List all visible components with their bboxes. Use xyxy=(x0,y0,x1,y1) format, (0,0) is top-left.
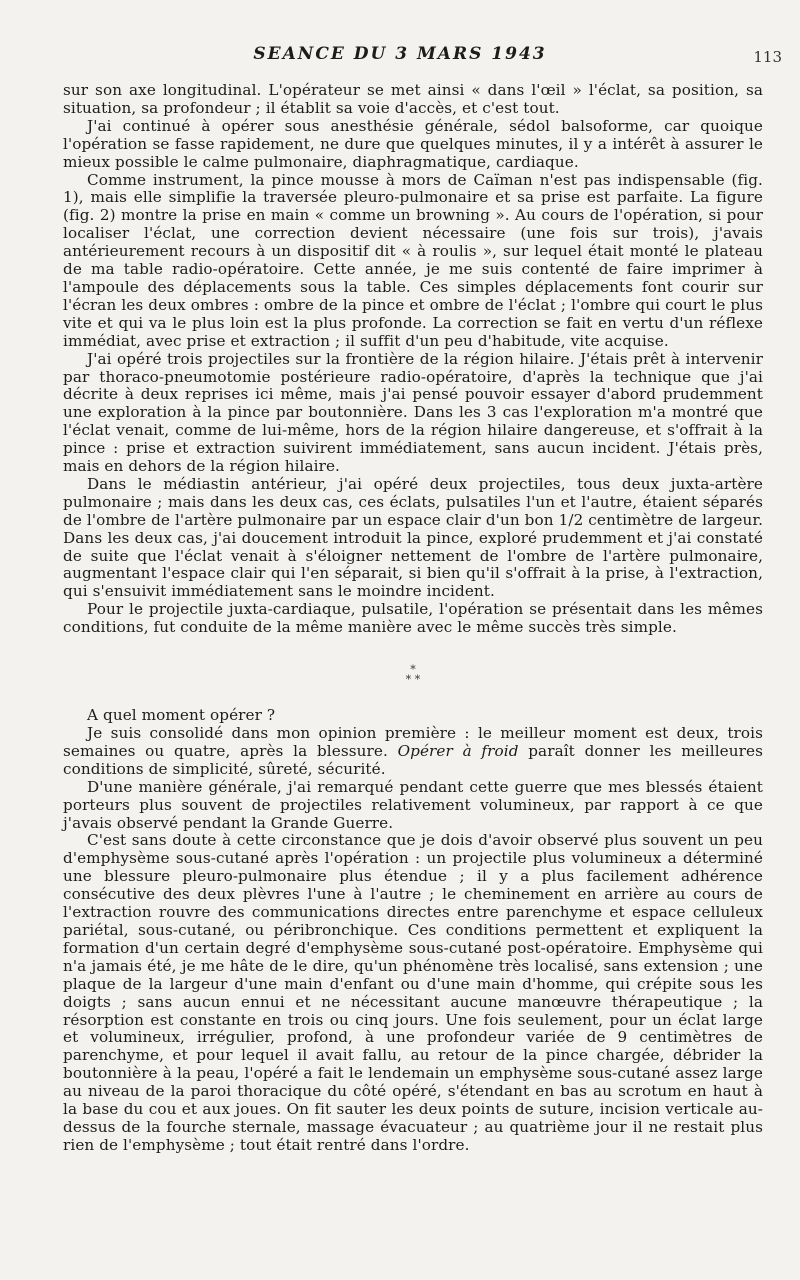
paragraph: J'ai opéré trois projectiles sur la frontière de la région hilaire. J'étais prêt à intervenir par thoraco-pneumotomie postérieure radio-opératoire, d'après la technique que j'ai décrite à deux reprises ici même, mais j'ai pensé pouvoir essayer d'abord prudemment une exploration à la pince par boutonnière. Dans les 3 cas l'exploration m'a montré que l'éclat venait, comme de lui-même, hors de la région hilaire dangereuse, et s'offrait à la pince : prise et extraction suivirent immédiatement, sans aucun incident. J'étais près, mais en dehors de la région hilaire. xyxy=(63,349,763,476)
header-title: SEANCE DU 3 MARS 1943 xyxy=(253,44,547,64)
paragraph: Pour le projectile juxta-cardiaque, pulsatile, l'opération se présentait dans les mêmes conditions, fut conduite de la même manière avec le même succès très simple. xyxy=(63,600,763,637)
paragraph-text: paraît donner les meilleures conditions de simplicité, sûreté, sécurité. xyxy=(63,741,763,778)
paragraph: sur son axe longitudinal. L'opérateur se met ainsi « dans l'œil » l'éclat, sa position, sa situation, sa profondeur ; il établit sa voie d'accès, et c'est tout. xyxy=(63,81,763,117)
asterism-top: * xyxy=(410,663,416,677)
body-text xyxy=(63,82,763,1155)
section-question: A quel moment opérer ? xyxy=(87,706,276,725)
paragraph: C'est sans doute à cette circonstance que je dois d'avoir observé plus souvent un peu d'emphysème sous-cutané après l'opération : un projectile plus volumineux a déterminé une blessure pleuro-pulmonaire plus étendue ; il y a plus facilement adhérence consécutive des deux plèvres l'une à l'autre ; le cheminement en arrière au cours de l'extraction rouvre des communications directes entre parenchyme et espace celluleux pariétal, sous-cutané, ou péribronchique. Ces conditions permettent et expliquent la formation d'un certain degré d'emphysème sous-cutané post-opératoire. Emphysème qui n'a jamais été, je me hâte de le dire, qu'un phénomène très localisé, sans extension ; une plaque de la largeur d'une main d'enfant ou d'une main d'homme, qui crépite sous les doigts ; sans aucun ennui et ne nécessitant aucune manœuvre thérapeutique ; la résorption est constante en trois ou cinq jours. Une fois seulement, pour un éclat large et volumineux, irrégulier, profond, à une profondeur variée de 9 centimètres de parenchyme, et pour lequel il avait fallu, au retour de la pince chargée, débrider la boutonnière à la peau, l'opéré a fait le lendemain un emphysème sous-cutané assez large au niveau de la paroi thoracique du côté opéré, s'étendant en bas au scrotum en haut à la base du cou et aux joues. On fit sauter les deux points de suture, incision verticale au-dessus de la fourche sternale, massage évacuateur ; au quatrième jour il ne restait plus rien de l'emphysème ; tout était rentré dans l'ordre. xyxy=(63,831,763,1154)
running-header xyxy=(0,44,800,70)
page-number: 113 xyxy=(753,48,782,66)
section-separator xyxy=(63,665,763,685)
paragraph xyxy=(63,725,763,779)
paragraph: Dans le médiastin antérieur, j'ai opéré deux projectiles, tous deux juxta-artère pulmonaire ; mais dans les deux cas, ces éclats, pulsatiles l'un et l'autre, étaient séparés de l'ombre de l'artère pulmonaire par un espace clair d'un bon 1/2 centimètre de largeur. Dans les deux cas, j'ai doucement introduit la pince, exploré prudemment et j'ai constaté de suite que l'éclat venait à s'éloigner nettement de l'ombre de l'artère pulmonaire, augmentant l'espace clair qui l'en séparait, si bien qu'il s'offrait à la prise, à l'extraction, qui s'ensuivit immédiatement sans le moindre incident. xyxy=(63,474,763,601)
paragraph: Comme instrument, la pince mousse à mors de Caïman n'est pas indispensable (fig. 1), mais elle simplifie la traversée pleuro-pulmonaire et sa prise est parfaite. La figure (fig. 2) montre la prise en main « comme un browning ». Au cours de l'opération, si pour localiser l'éclat, une correction devient nécessaire (une fois sur trois), j'avais antérieurement recours à un dispositif dit « à roulis », sur lequel était monté le plateau de ma table radio-opératoire. Cette année, je me suis contenté de faire imprimer à l'ampoule des déplacements sous la table. Ces simples déplacements font courir sur l'écran les deux ombres : ombre de la pince et ombre de l'éclat ; l'ombre qui court le plus vite et qui va le plus loin est la plus profonde. La correction se fait en vertu d'un réflexe immédiat, avec prise et extraction ; il suffit d'un peu d'habitude, vite acquise. xyxy=(63,170,763,350)
paragraph: J'ai continué à opérer sous anesthésie générale, sédol balsoforme, car quoique l'opération se fasse rapidement, ne dure que quelques minutes, il y a intérêt à assurer le mieux possible le calme pulmonaire, diaphragmatique, cardiaque. xyxy=(63,116,763,171)
emphasized-text: Opérer à froid xyxy=(397,741,519,760)
asterism-bottom: * * xyxy=(405,673,421,687)
paragraph-text: Je suis consolidé dans mon opinion première : le meilleur moment est deux, trois semaines ou quatre, après la blessure. xyxy=(63,724,763,760)
paragraph: D'une manière générale, j'ai remarqué pendant cette guerre que mes blessés étaient porteurs plus souvent de projectiles relativement volumineux, par rapport à ce que j'avais observé pendant la Grande Guerre. xyxy=(63,777,763,832)
